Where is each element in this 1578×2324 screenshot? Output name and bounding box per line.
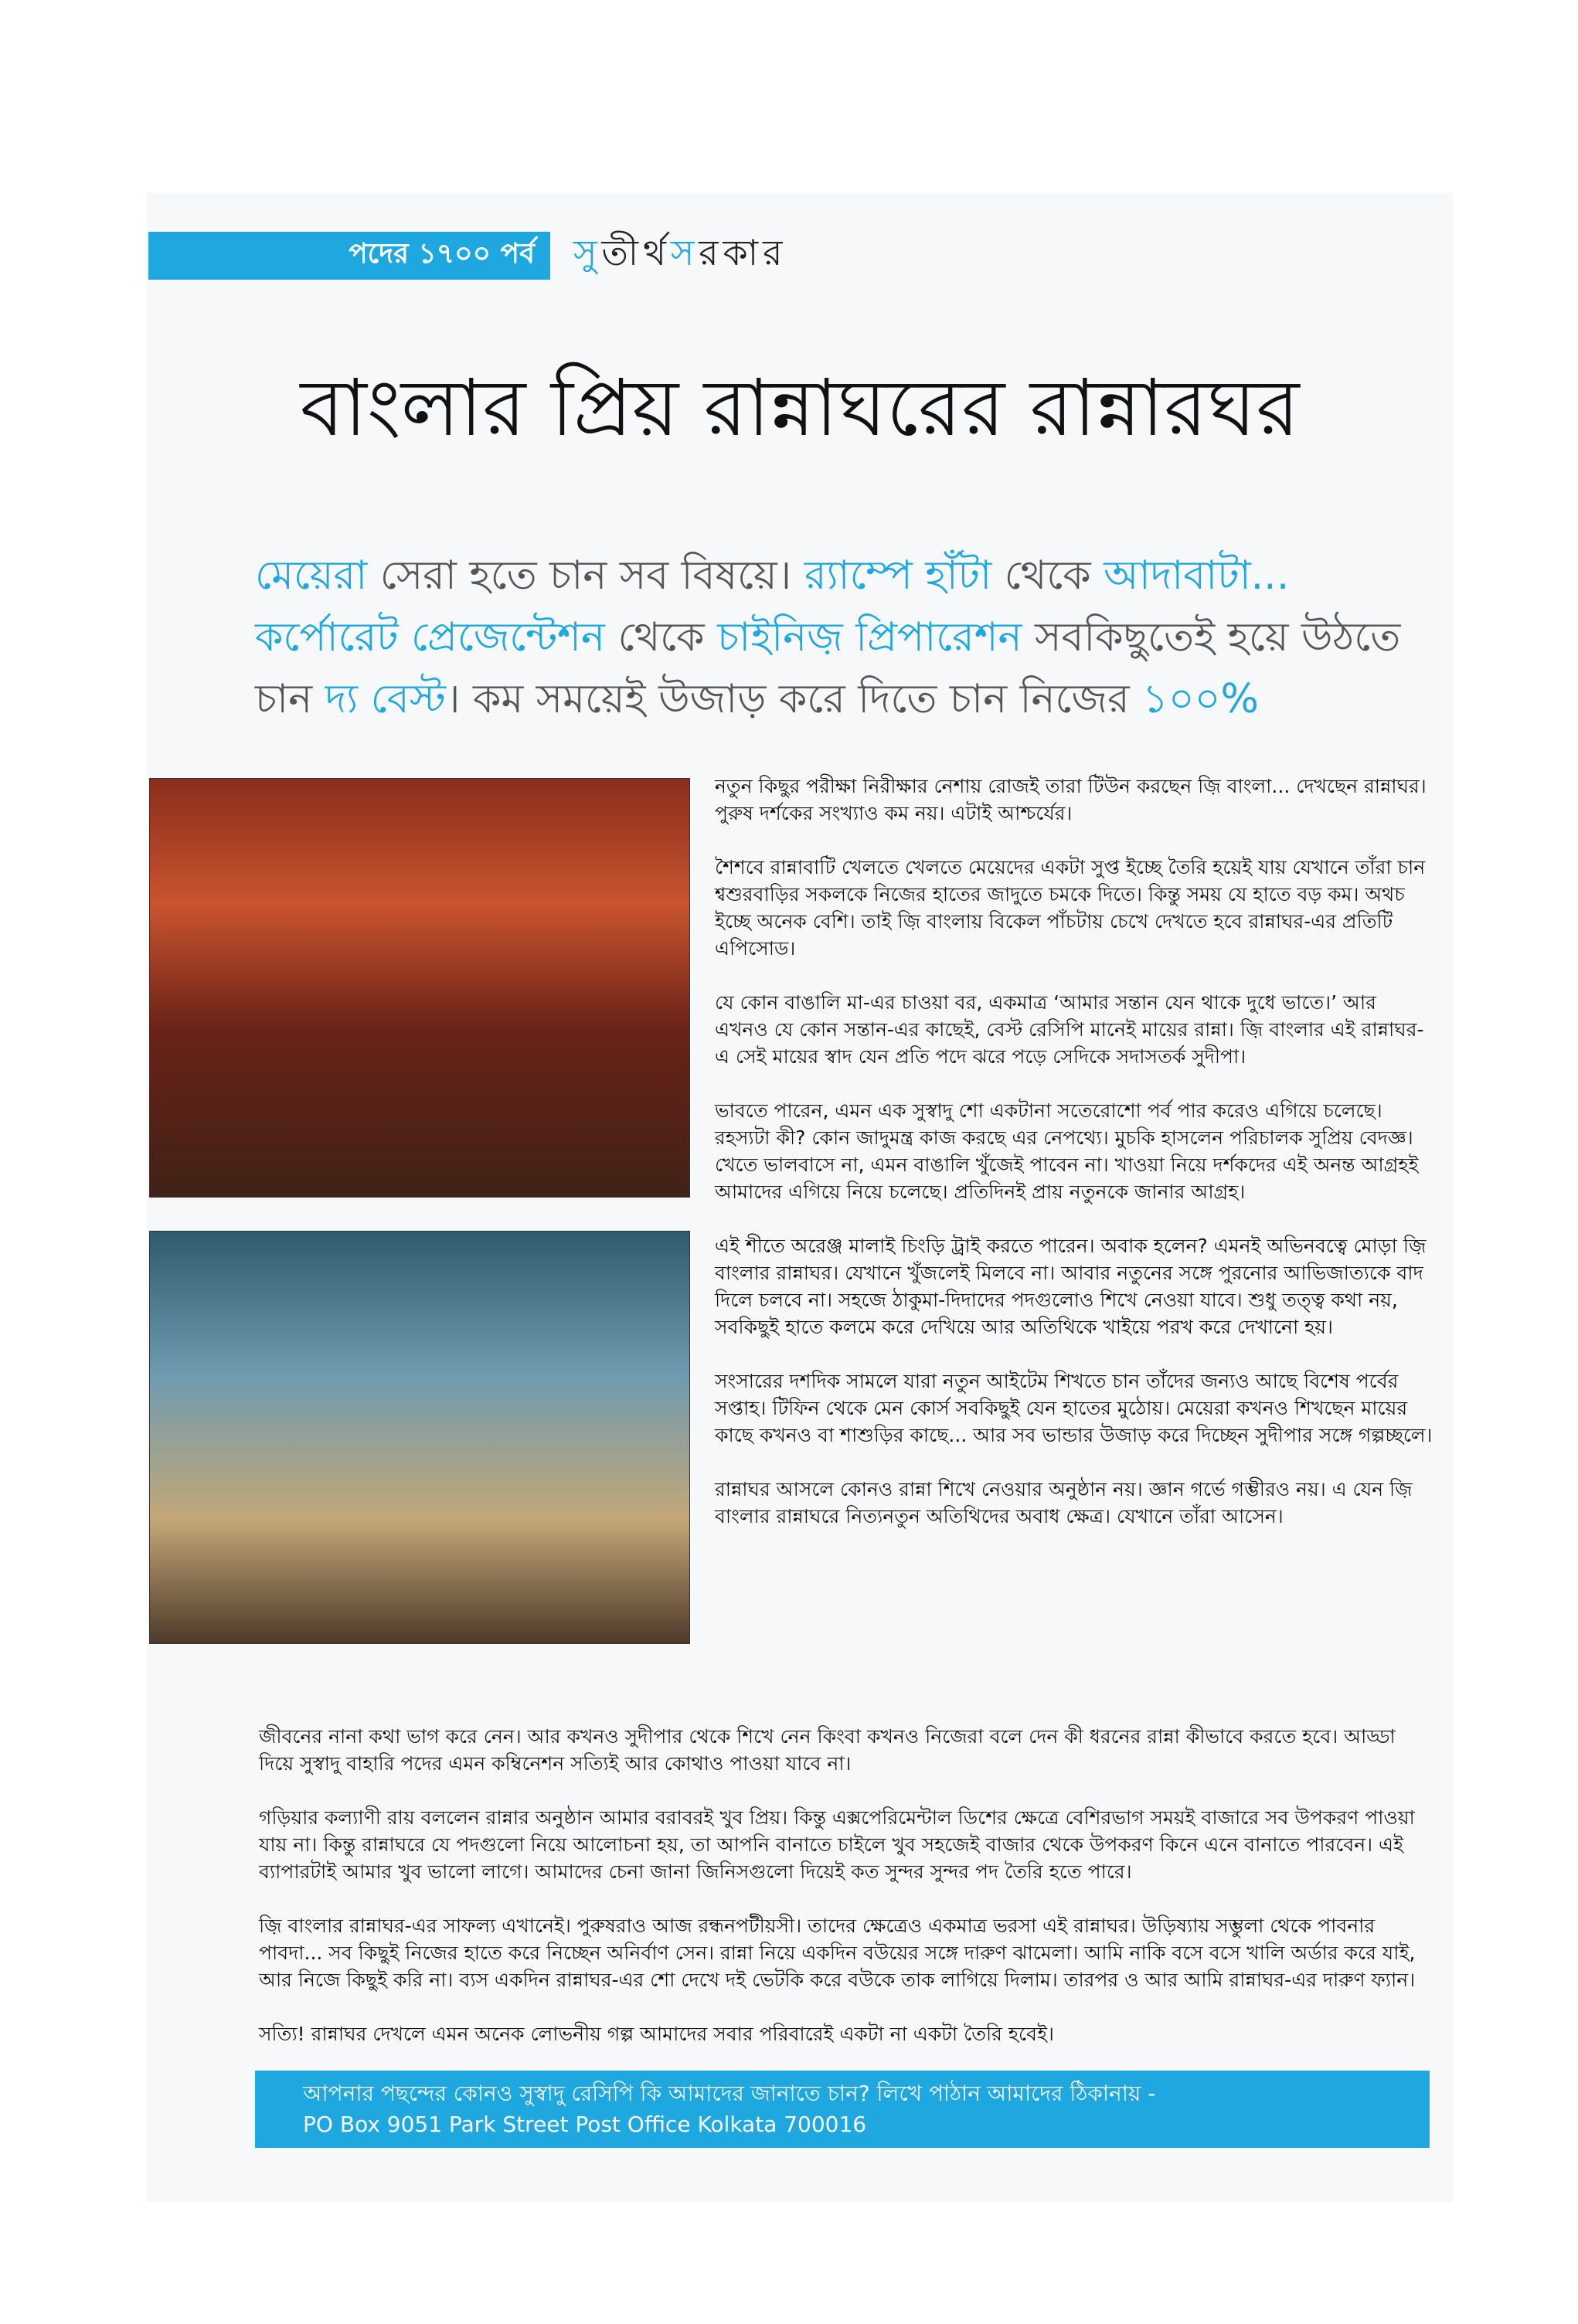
article-paragraph: যে কোন বাঙালি মা-এর চাওয়া বর, একমাত্র ‘আমার সন্তান যেন থাকে দুধে ভাতে।’ আর এখনও যে কোন সন্তান-এর কাছেই, বেস্ট রেসিপি মানেই মায়ের রান্না। জ়ি বাংলার এই রান্নাঘর-এ সেই মায়ের স্বাদ যেন প্রতি পদে ঝরে পড়ে সেদিকে সদাসতর্ক সুদীপা। xyxy=(715,991,1424,1068)
author-byline xyxy=(573,232,787,280)
photo-hosts xyxy=(149,778,690,1198)
article-paragraph: শৈশবে রান্নাবাটি খেলতে খেলতে মেয়েদের একটা সুপ্ত ইচ্ছে তৈরি হয়েই যায় যেখানে তাঁরা চান শ্বশুরবাড়ির সকলকে নিজের হাতের জাদুতে চমকে দিতে। কিন্তু সময় যে হাতে বড় কম। অথচ ইচ্ছে অনেক বেশি। তাই জ়ি বাংলায় বিকেল পাঁচটায় চেখে দেখতে হবে রান্নাঘর-এর প্রতিটি এপিসোড। xyxy=(715,856,1426,960)
intro-text: । কম সময়েই উজাড় করে দিতে চান নিজের xyxy=(445,676,1143,722)
intro-text: সেরা হতে চান সব বিষয়ে। xyxy=(367,552,804,599)
intro-highlight: মেয়েরা xyxy=(255,552,368,599)
series-label: পদের ১৭০০ পর্ব xyxy=(148,232,550,280)
intro-highlight: র‍্যাম্পে হাঁটা xyxy=(804,552,992,599)
contact-address: PO Box 9051 Park Street Post Office Kolkata 700016 xyxy=(303,2112,867,2137)
intro-highlight: ১০০% xyxy=(1142,676,1259,722)
article-paragraph: রান্নাঘর আসলে কোনও রান্না শিখে নেওয়ার অনুষ্ঠান নয়। জ্ঞান গর্ভে গম্ভীরও নয়। এ যেন জ়ি বাংলার রান্নাঘরে নিত্যনতুন অতিথিদের অবাধ ক্ষেত্র। যেখানে তাঁরা আসেন। xyxy=(715,1478,1413,1527)
page-title: বাংলার প্রিয় রান্নাঘরের রান্নারঘর xyxy=(300,362,1300,454)
author-name-part: সু xyxy=(573,232,602,274)
article-column-right xyxy=(715,773,1433,1557)
article-paragraph: নতুন কিছুর পরীক্ষা নিরীক্ষার নেশায় রোজই তারা টিউন করছেন জ়ি বাংলা... দেখছেন রান্নাঘর। পুরুষ দর্শকের সংখ্যাও কম নয়। এটাই আশ্চর্যের। xyxy=(715,775,1427,824)
intro-highlight: চাইনিজ় প্রিপারেশন xyxy=(717,614,1022,661)
intro-highlight: কর্পোরেট প্রেজেন্টেশন xyxy=(255,614,605,661)
article-paragraph: সত্যি! রান্নাঘর দেখলে এমন অনেক লোভনীয় গল্প আমাদের সবার পরিবারেই একটা না একটা তৈরি হবেই। xyxy=(259,2023,1054,2045)
intro-text: সবকিছুতেই হয়ে উঠতে চান xyxy=(255,614,1401,722)
intro-paragraph xyxy=(255,545,1430,730)
article-paragraph: ভাবতে পারেন, এমন এক সুস্বাদু শো একটানা সতেরোশো পর্ব পার করেও এগিয়ে চলেছে। রহস্যটা কী? কোন জাদুমন্ত্র কাজ করছে এর নেপথ্যে। মুচকি হাসলেন পরিচালক সুপ্রিয় বেদজ্ঞ। খেতে ভালবাসে না, এমন বাঙালি খুঁজেই পাবেন না। খাওয়া নিয়ে দর্শকদের এই অনন্ত আগ্রহই আমাদের এগিয়ে নিয়ে চলেছে। প্রতিদিনই প্রায় নতুনকে জানার আগ্রহ। xyxy=(715,1099,1419,1203)
article-paragraph: জীবনের নানা কথা ভাগ করে নেন। আর কখনও সুদীপার থেকে শিখে নেন কিংবা কখনও নিজেরা বলে দেন কী ধরনের রান্না কীভাবে করতে হবে। আড্ডা দিয়ে সুস্বাদু বাহারি পদের এমন কম্বিনেশন সত্যিই আর কোথাও পাওয়া যাবে না। xyxy=(259,1725,1396,1775)
contact-prompt: আপনার পছন্দের কোনও সুস্বাদু রেসিপি কি আমাদের জানাতে চান? লিখে পাঠান আমাদের ঠিকানায় - xyxy=(303,2081,1156,2106)
article-paragraph: জ়ি বাংলার রান্নাঘর-এর সাফল্য এখানেই। পুরুষরাও আজ রন্ধনপটীয়সী। তাদের ক্ষেত্রেও একমাত্র ভরসা এই রান্নাঘর। উড়িষ্যায় সম্ভুলা থেকে পাবনার পাবদা... সব কিছুই নিজের হাতে করে নিচ্ছেন অনির্বাণ সেন। রান্না নিয়ে একদিন বউয়ের সঙ্গে দারুণ ঝামেলা। আমি নাকি বসে বসে খালি অর্ডার করে যাই, আর নিজে কিছুই করি না। ব্যস একদিন রান্নাঘর-এর শো দেখে দই ভেটকি করে বউকে তাক লাগিয়ে দিলাম। তারপর ও আর আমি রান্নাঘর-এর দারুণ ফ্যান। xyxy=(259,1915,1416,1991)
article-paragraph: এই শীতে অরেঞ্জ মালাই চিংড়ি ট্রাই করতে পারেন। অবাক হলেন? এমনই অভিনবত্বে মোড়া জ়ি বাংলার রান্নাঘর। যেখানে খুঁজলেই মিলবে না। আবার নতুনের সঙ্গে পুরনোর আভিজাত্যকে বাদ দিলে চলবে না। সহজে ঠাকুমা-দিদাদের পদগুলোও শিখে নেওয়া যাবে। শুধু তত্ত্ব কথা নয়, সবকিছুই হাতে কলমে করে দেখিয়ে আর অতিথিকে খাইয়ে পরখ করে দেখানো হয়। xyxy=(715,1235,1427,1338)
intro-highlight: আদাবাটা... xyxy=(1104,552,1290,599)
article-paragraph: সংসারের দশদিক সামলে যারা নতুন আইটেম শিখতে চান তাঁদের জন্যও আছে বিশেষ পর্বের সপ্তাহ। টিফিন থেকে মেন কোর্স সবকিছুই যেন হাতের মুঠোয়। মেয়েরা কখনও শিখছেন মায়ের কাছে কখনও বা শাশুড়ির কাছে... আর সব ভান্ডার উজাড় করে দিচ্ছেন সুদীপার সঙ্গে গল্পচ্ছলে। xyxy=(715,1370,1433,1446)
article-paragraph: গড়িয়ার কল্যাণী রায় বললেন রান্নার অনুষ্ঠান আমার বরাবরই খুব প্রিয়। কিন্তু এক্সপেরিমেন্টাল ডিশের ক্ষেত্রে বেশিরভাগ সময়ই বাজারে সব উপকরণ পাওয়া যায় না। কিন্তু রান্নাঘরে যে পদগুলো নিয়ে আলোচনা হয়, তা আপনি বানাতে চাইলে খুব সহজেই বাজার থেকে উপকরণ কিনে এনে বানাতে পারবেন। এই ব্যাপারটাই আমার খুব ভালো লাগে। আমাদের চেনা জানা জিনিসগুলো দিয়েই কত সুন্দর সুন্দর পদ তৈরি হতে পারে। xyxy=(259,1806,1415,1883)
intro-text: থেকে xyxy=(991,552,1104,599)
article-full-width xyxy=(259,1723,1433,2074)
contact-banner xyxy=(255,2071,1430,2148)
intro-highlight: দ্য বেস্ট xyxy=(325,676,446,722)
intro-text: থেকে xyxy=(604,614,718,661)
photo-cooking xyxy=(149,1231,690,1644)
author-name-part: তীর্থ xyxy=(601,232,671,274)
author-name-part: রকার xyxy=(699,232,787,274)
author-name-part: স xyxy=(670,232,699,274)
